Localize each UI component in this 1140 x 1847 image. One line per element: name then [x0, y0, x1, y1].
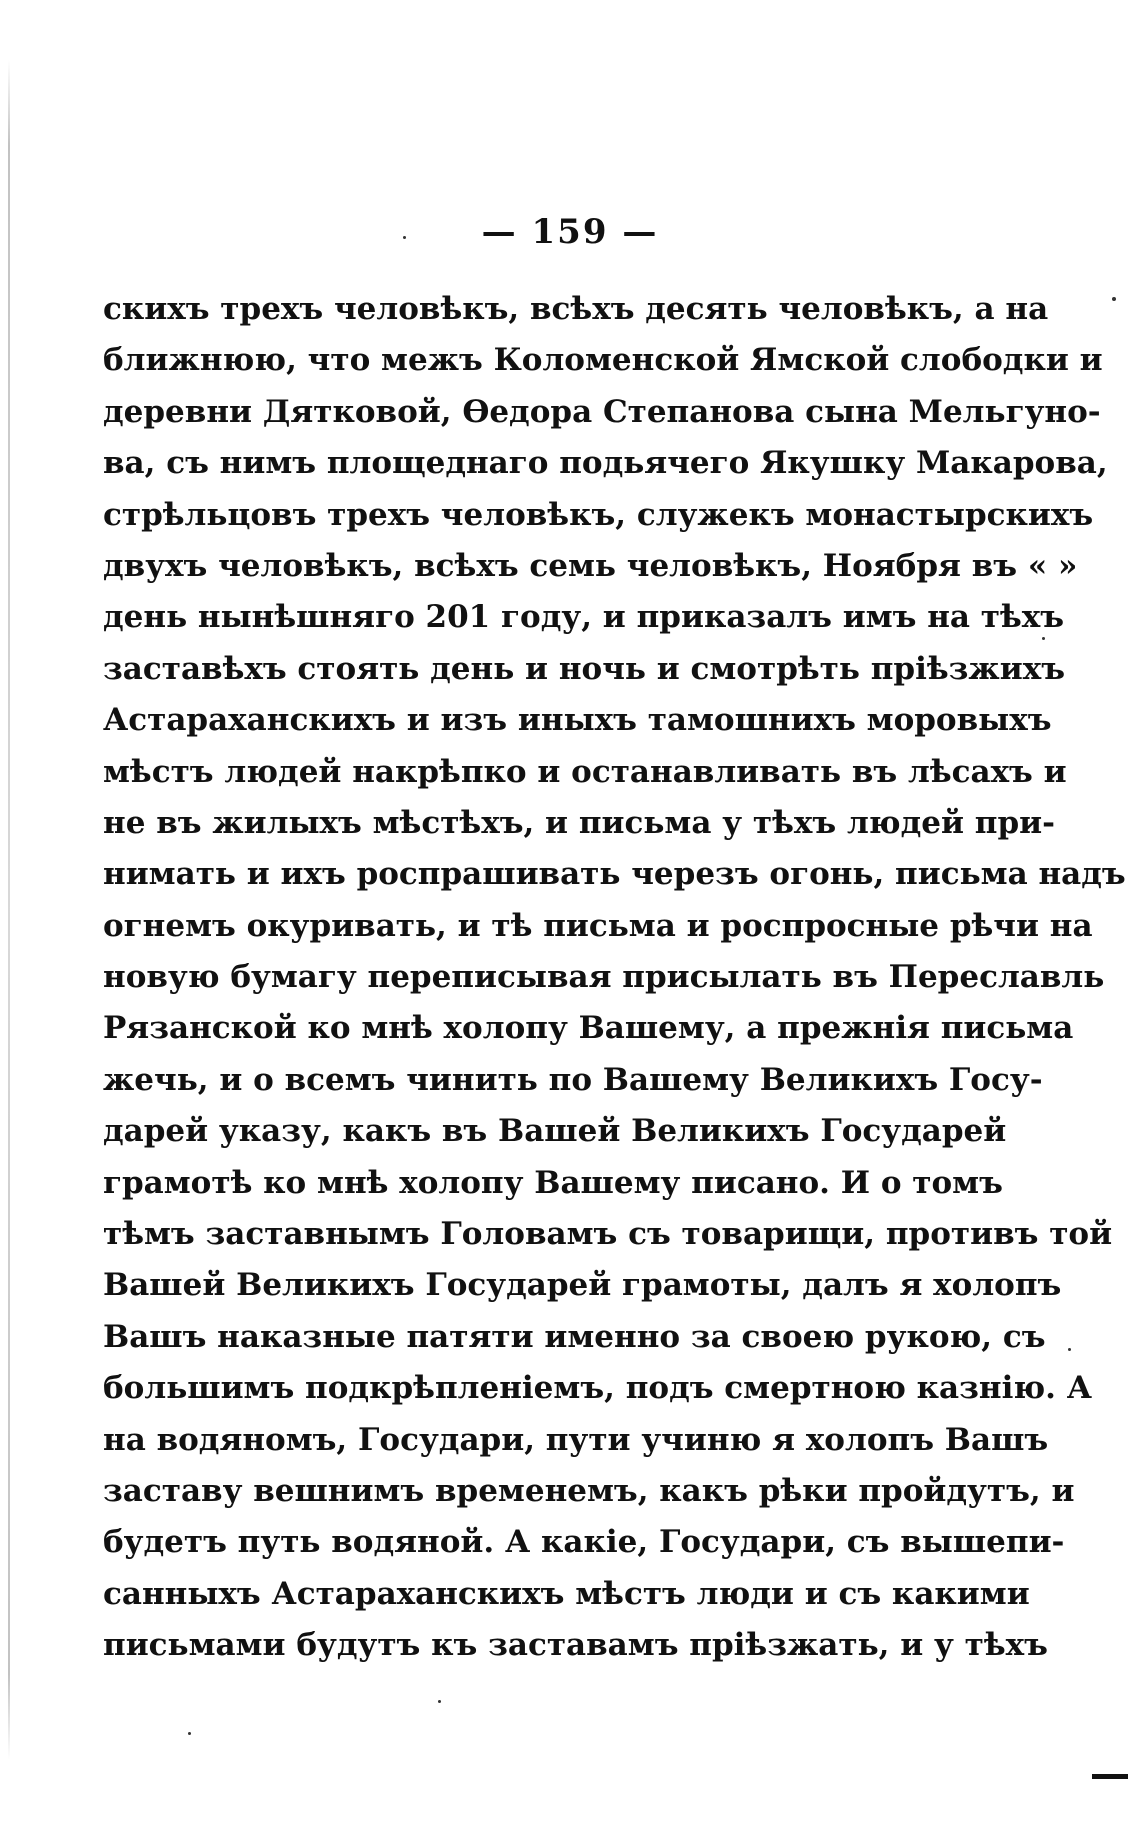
text-line: деревни Дятковой, Ѳедора Степанова сына Мельгуно-: [103, 393, 1101, 430]
text-line: заставѣхъ стоять день и ночь и смотрѣть прiѣзжихъ: [103, 650, 1065, 687]
text-line: письмами будутъ къ заставамъ прiѣзжать, и у тѣхъ: [103, 1627, 1048, 1664]
text-line: нимать и ихъ роспрашивать черезъ огонь, письма надъ: [103, 856, 1126, 893]
text-line: большимъ подкрѣпленiемъ, подъ смертною казнiю. А: [103, 1370, 1093, 1407]
text-line: стрѣльцовъ трехъ человѣкъ, служекъ монастырскихъ: [103, 496, 1094, 533]
text-line: скихъ трехъ человѣкъ, всѣхъ десять человѣкъ, а на: [103, 291, 1049, 327]
text-line: Вашъ наказные патяти именно за своею рукою, съ: [103, 1318, 1046, 1355]
edge-mark: [1092, 1774, 1128, 1779]
text-line: на водяномъ, Государи, пути учиню я холопъ Вашъ: [103, 1421, 1049, 1458]
text-line: ближнюю, что межъ Коломенской Ямской слободки и: [103, 342, 1103, 379]
scan-speck: [403, 236, 406, 239]
text-line: двухъ человѣкъ, всѣхъ семь человѣкъ, Ноября въ « »: [103, 547, 1078, 584]
page-number-header: — 159 —: [481, 212, 659, 252]
text-line: мѣстъ людей накрѣпко и останавливать въ лѣсахъ и: [103, 753, 1067, 790]
page-binding-edge: [8, 60, 10, 1760]
scan-speck: [188, 1732, 191, 1735]
text-line: санныхъ Астараханскихъ мѣстъ люди и съ какими: [103, 1575, 1030, 1612]
body-text: [103, 284, 1126, 1672]
text-line: новую бумагу переписывая присылать въ Переславль: [103, 959, 1105, 996]
scan-speck: [438, 1700, 441, 1703]
scan-speck: [1068, 1348, 1071, 1351]
text-line: грамотѣ ко мнѣ холопу Вашему писано. И о томъ: [103, 1164, 1003, 1201]
text-line: не въ жилыхъ мѣстѣхъ, и письма у тѣхъ людей при-: [103, 804, 1055, 841]
text-line: день нынѣшняго 201 году, и приказалъ имъ на тѣхъ: [103, 599, 1065, 636]
text-line: будетъ путь водяной. А какiе, Государи, съ вышепи-: [103, 1524, 1065, 1561]
scan-speck: [1112, 297, 1116, 301]
text-line: дарей указу, какъ въ Вашей Великихъ Государей: [103, 1113, 1007, 1150]
text-line: заставу вешнимъ временемъ, какъ рѣки пройдутъ, и: [103, 1472, 1075, 1509]
scan-speck: [1042, 637, 1045, 640]
text-line: Астараханскихъ и изъ иныхъ тамошнихъ моровыхъ: [103, 702, 1052, 739]
text-line: жечь, и о всемъ чинить по Вашему Великихъ Госу-: [103, 1061, 1043, 1098]
text-line: огнемъ окуривать, и тѣ письма и роспросные рѣчи на: [103, 907, 1093, 944]
text-line: ва, съ нимъ площеднаго подьячего Якушку Макарова,: [103, 445, 1108, 482]
text-line: Вашей Великихъ Государей грамоты, далъ я холопъ: [103, 1267, 1062, 1304]
text-line: Рязанской ко мнѣ холопу Вашему, а прежнiя письма: [103, 1010, 1074, 1047]
text-line: тѣмъ заставнымъ Головамъ съ товарищи, противъ той: [103, 1216, 1113, 1253]
